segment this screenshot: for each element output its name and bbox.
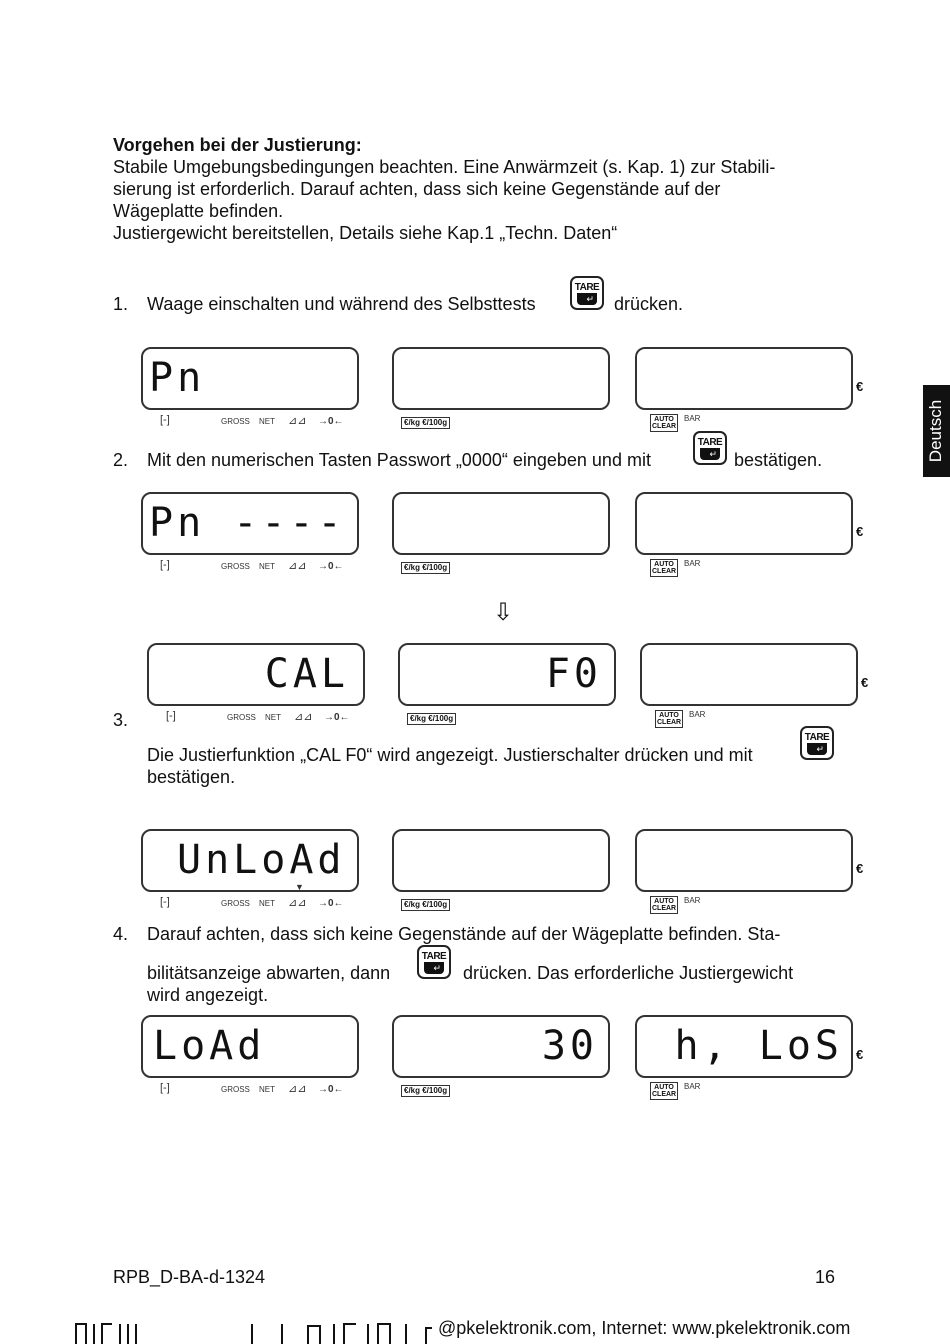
step-text: Darauf achten, dass sich keine Gegenstände auf der Wägeplatte befinden. Sta- [147,924,781,944]
cut-off-text-fragment [72,1318,432,1344]
auto-clear-indicator: AUTO CLEAR [657,712,682,726]
euro-indicator: € [861,675,869,690]
euro-indicator: € [856,1047,864,1062]
stability-icon: ⊿⊿ [288,897,307,909]
battery-icon: [-] [160,1082,170,1094]
lcd-weight [141,1015,359,1078]
language-tab: Deutsch [923,385,950,477]
lcd-weight-readout: Pn [149,355,206,401]
battery-icon: [-] [166,710,176,722]
auto-clear-indicator: AUTO CLEAR [652,561,677,575]
step-text: bilitätsanzeige abwarten, dann [147,963,391,983]
intro-line: sierung ist erforderlich. Darauf achten, dass sich keine Gegenstände auf der [113,179,721,199]
step-number: 1. [113,294,129,314]
lcd-weight-readout: Pn ---- [149,500,346,546]
step-text: Waage einschalten und während des Selbsttests [147,294,536,314]
intro-line: Stabile Umgebungsbedingungen beachten. Eine Anwärmzeit (s. Kap. 1) zur Stabili- [113,157,776,177]
auto-clear-indicator: AUTO CLEAR [652,416,677,430]
bar-indicator: BAR [684,896,701,905]
bar-indicator: BAR [684,414,701,423]
lcd-weight [141,492,359,555]
zero-indicator: →0← [318,1084,344,1095]
gross-indicator: GROSS [227,713,256,722]
step-number: 2. [113,450,129,470]
lcd-weight-readout: LoAd [153,1023,266,1069]
lcd-unit-price [392,492,610,555]
auto-clear-indicator: AUTO CLEAR [652,898,677,912]
step-number: 3. [113,710,129,730]
gross-indicator: GROSS [221,417,250,426]
tare-key-icon: TARE ↵ [570,276,604,310]
contact-line: @pkelektronik.com, Internet: www.pkelektronik.com [438,1318,851,1338]
zero-indicator: →0← [318,898,344,909]
step-text: drücken. [614,294,684,314]
lcd-unit-price [392,347,610,410]
stability-icon: ⊿⊿ [288,1083,307,1095]
gross-indicator: GROSS [221,1085,250,1094]
lcd-unit-price [392,1015,610,1078]
zero-indicator: →0← [318,416,344,427]
gross-indicator: GROSS [221,562,250,571]
section-heading: Vorgehen bei der Justierung: [113,135,362,155]
page-number: 16 [815,1267,836,1287]
step-number: 4. [113,924,129,944]
net-indicator: NET [265,713,281,722]
stability-icon: ⊿⊿ [288,415,307,427]
net-indicator: NET [259,417,275,426]
lcd-weight [141,347,359,410]
lcd-unit-price-readout: F0 [545,651,602,697]
price-unit-indicator: €/kg €/100g [401,899,450,911]
step-text: Mit den numerischen Tasten Passwort „0000“ eingeben und mit [147,450,651,470]
lcd-unit-price [398,643,616,706]
lcd-total-price [635,492,853,555]
stability-icon: ⊿⊿ [294,711,313,723]
lcd-total-price [635,347,853,410]
lcd-unit-price [392,829,610,892]
lcd-total-price [640,643,858,706]
document-id: RPB_D-BA-d-1324 [113,1267,266,1287]
price-unit-indicator: €/kg €/100g [401,417,450,429]
step-text: wird angezeigt. [147,985,269,1005]
zero-indicator: →0← [324,712,350,723]
bar-indicator: BAR [684,559,701,568]
down-arrow-icon: ⇩ [493,599,514,626]
stability-icon: ⊿⊿ [288,560,307,572]
step-text: bestätigen. [734,450,823,470]
auto-clear-indicator: AUTO CLEAR [652,1084,677,1098]
lcd-weight-readout: CAL [264,651,349,697]
lcd-weight-readout: UnLoAd [177,837,346,883]
lcd-weight [147,643,365,706]
step-text: bestätigen. [147,767,236,787]
gross-indicator: GROSS [221,899,250,908]
step-text: drücken. Das erforderliche Justiergewicht [463,963,794,983]
net-indicator: NET [259,1085,275,1094]
euro-indicator: € [856,861,864,876]
cut-off-text-icon [72,1318,432,1344]
lcd-total-price-readout: h, LoS [674,1023,843,1069]
price-unit-indicator: €/kg €/100g [401,562,450,574]
battery-icon: [-] [160,896,170,908]
price-unit-indicator: €/kg €/100g [401,1085,450,1097]
zero-indicator: →0← [318,561,344,572]
tare-key-icon: TARE ↵ [693,431,727,465]
lcd-unit-price-readout: 30 [541,1023,598,1069]
lcd-total-price [635,829,853,892]
tare-key-icon: TARE ↵ [417,945,451,979]
bar-indicator: BAR [689,710,706,719]
lcd-total-price [635,1015,853,1078]
euro-indicator: € [856,524,864,539]
battery-icon: [-] [160,414,170,426]
bar-indicator: BAR [684,1082,701,1091]
euro-indicator: € [856,379,864,394]
intro-line: Wägeplatte befinden. [113,201,284,221]
intro-line: Justiergewicht bereitstellen, Details siehe Kap.1 „Techn. Daten“ [113,223,618,243]
net-indicator: NET [259,562,275,571]
tare-key-icon: TARE ↵ [800,726,834,760]
step-text: Die Justierfunktion „CAL F0“ wird angezeigt. Justierschalter drücken und mit [147,745,753,765]
stability-marker-icon: ▼ [295,882,304,892]
battery-icon: [-] [160,559,170,571]
price-unit-indicator: €/kg €/100g [407,713,456,725]
net-indicator: NET [259,899,275,908]
lcd-weight [141,829,359,892]
